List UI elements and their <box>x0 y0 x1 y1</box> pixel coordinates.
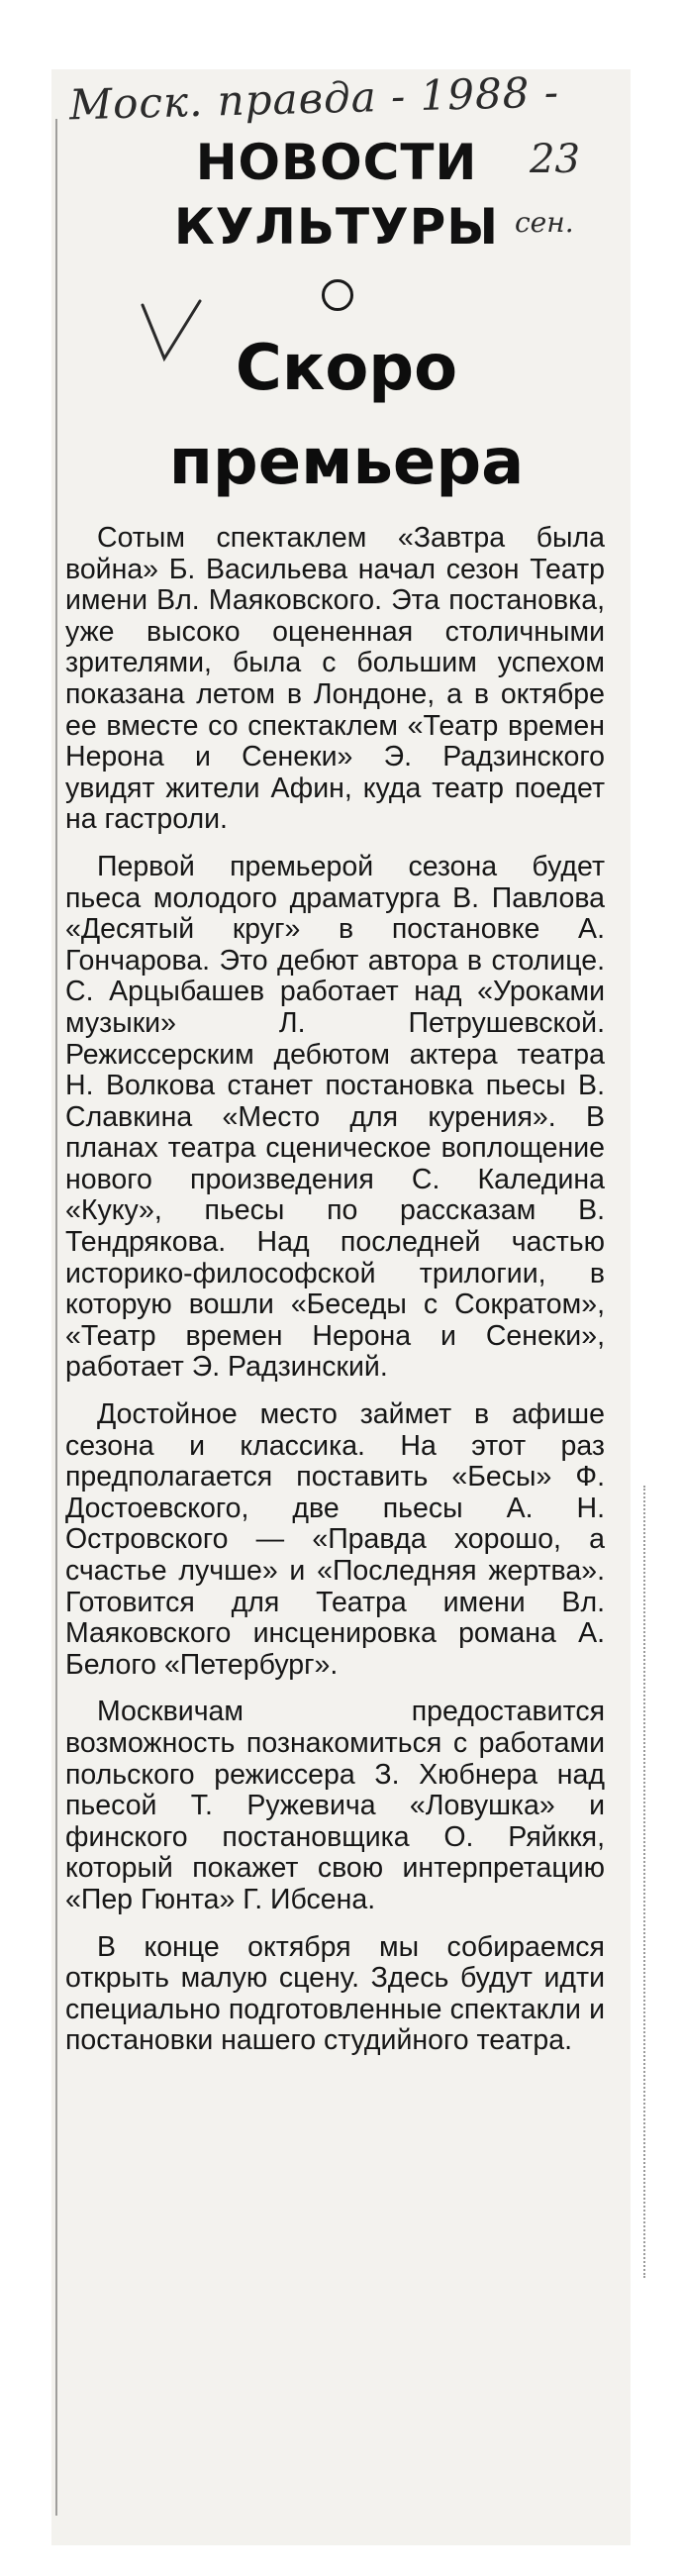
handwritten-source-note: Моск. правда - 1988 - <box>68 67 560 130</box>
article-paragraph: Достойное место займет в афише сезона и классика. На этот раз предполагается поставить «Бесы» Ф. Достоевского, две пьесы А. Н. Островского — «Правда хорошо, а счастье лучше» и «Последняя жертва». Готовится для Театра имени Вл. Маяковского инсценировка романа А. Белого «Петербург». <box>65 1398 605 1681</box>
rubric-title-line1: НОВОСТИ <box>195 134 478 191</box>
handwritten-day: 23 <box>530 137 580 182</box>
clipping-edge-rule <box>55 119 57 2516</box>
article-body <box>65 523 605 2073</box>
circle-ornament <box>322 279 353 311</box>
article-paragraph: Москвичам предоставится возможность познакомиться с работами польского режиссера З. Хюбнера над пьесой Т. Ружевича «Ловушка» и финского постановщика О. Ряйккя, который покажет свою интерпретацию «Пер Гюнта» Г. Ибсена. <box>65 1696 605 1915</box>
headline-line1: Скоро <box>235 332 458 405</box>
article-paragraph: Сотым спектаклем «Завтра была война» Б. Васильева начал сезон Театр имени Вл. Маяковского. Эта постановка, уже высоко оцененная столичными зрителями, была с большим успехом показана летом в Лондоне, а в октябре ее вместе со спектаклем «Театр времен Нерона и Сенеки» Э. Радзинского увидят жители Афин, куда театр поедет на гастроли. <box>65 522 605 836</box>
article-paragraph: В конце октября мы собираемся открыть малую сцену. Здесь будут идти специально подготовленные спектакли и постановки нашего студийного театра. <box>65 1930 605 2057</box>
handwritten-month: сен. <box>515 206 574 239</box>
headline-line2: премьера <box>168 426 525 499</box>
rubric-title-line2: КУЛЬТУРЫ <box>173 198 500 256</box>
article-paragraph: Первой премьерой сезона будет пьеса молодого драматурга В. Павлова «Десятый круг» в постановке А. Гончарова. Это дебют автора в столице. С. Арцыбашев работает над «Уроками музыки» Л. Петрушевской. Режиссерским дебютом актера театра Н. Волкова станет постановка пьесы В. Славкина «Место для курения». В планах театра сценическое воплощение нового произведения С. Каледина «Куку», пьесы по рассказам В. Тендрякова. Над последней частью историко-философской трилогии, в которую вошли «Беседы с Сократом», «Театр времен Нерона и Сенеки», работает Э. Радзинский. <box>65 850 605 1384</box>
torn-edge <box>624 1486 645 2278</box>
